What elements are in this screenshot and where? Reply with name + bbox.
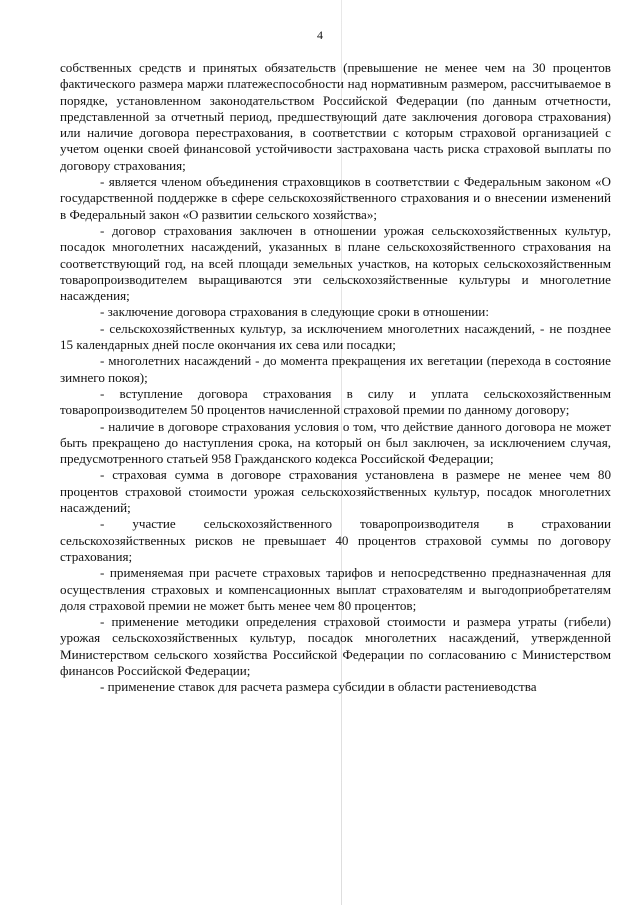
paragraph: - применение методики определения страховой стоимости и размера утраты (гибели) урожая сельскохозяйственных культур, посадок многолетних насаждений, утвержденной Министерством сельского хозяйства Российской Федерации по согласованию с Министерством финансов Российской Федерации; — [60, 614, 611, 678]
paragraph: - договор страхования заключен в отношении урожая сельскохозяйственных культур, посадок многолетних насаждений, указанных в плане сельскохозяйственного страхования на соответствующий год, на всей площади земельных участков, на которых сельскохозяйственным товаропроизводителем выращиваются эти сельскохозяйственные культуры и многолетние насаждения; — [60, 222, 611, 304]
body-text — [60, 60, 611, 696]
paragraph: собственных средств и принятых обязательств (превышение не менее чем на 30 процентов фактического размера маржи платежеспособности над нормативным размером, рассчитываемое в порядке, установленном законодательством Российской Федерации (по данным отчетности, представленной за отчетный период, предшествующий дате заключения договора страхования) или наличие договора перестрахования, в соответствии с которым страховой организацией с учетом оценки своей финансовой устойчивости застрахована часть риска страховой выплаты по договору страхования; — [60, 60, 611, 173]
paragraph: - страховая сумма в договоре страхования установлена в размере не менее чем 80 процентов страховой стоимости урожая сельскохозяйственных культур, посадок многолетних насаждений; — [60, 467, 611, 516]
paragraph: - заключение договора страхования в следующие сроки в отношении: — [100, 304, 489, 320]
page-number: 4 — [317, 28, 323, 42]
paragraph: - участие сельскохозяйственного товаропроизводителя в страховании сельскохозяйственных рисков не превышает 40 процентов страховой суммы по договору страхования; — [60, 516, 611, 564]
paragraph: - наличие в договоре страхования условия о том, что действие данного договора не может быть прекращено до наступления срока, на который он был заключен, за исключением случая, предусмотренного статьей 958 Гражданского кодекса Российской Федерации; — [60, 418, 611, 467]
paragraph: - сельскохозяйственных культур, за исключением многолетних насаждений, - не позднее 15 календарных дней после окончания их сева или посадки; — [60, 320, 611, 353]
paragraph: - применение ставок для расчета размера субсидии в области растениеводства — [100, 679, 537, 695]
paragraph: - многолетних насаждений - до момента прекращения их вегетации (перехода в состояние зимнего покоя); — [60, 353, 611, 385]
paragraph: - вступление договора страхования в силу и уплата сельскохозяйственным товаропроизводителем 50 процентов начисленной страховой премии по данному договору; — [60, 385, 611, 418]
paragraph: - применяемая при расчете страховых тарифов и непосредственно предназначенная для осуществления страховых и компенсационных выплат страхователям и выгодоприобретателям доля страховой премии не может быть менее чем 80 процентов; — [60, 565, 611, 613]
paragraph: - является членом объединения страховщиков в соответствии с Федеральным законом «О государственной поддержке в сфере сельскохозяйственного страхования и о внесении изменений в Федеральный закон «О развитии сельского хозяйства»; — [60, 174, 611, 222]
